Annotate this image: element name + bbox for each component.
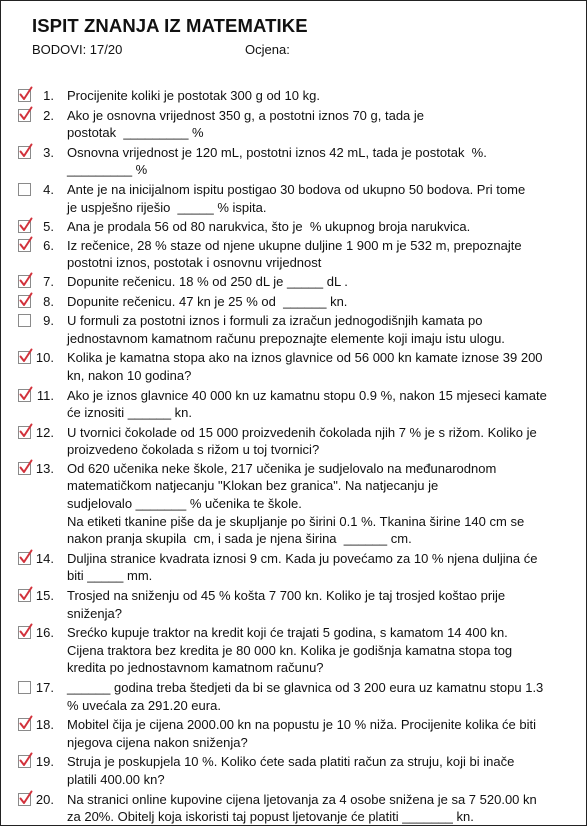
question-item <box>1 312 587 347</box>
question-checkbox[interactable] <box>18 426 31 439</box>
question-number: 20. <box>35 791 54 807</box>
question-number: 4. <box>43 181 54 197</box>
question-line: za 20%. Obitelj koja iskoristi taj popust ljetovanje će platiti _______ kn. <box>67 809 474 825</box>
question-checkbox[interactable] <box>18 109 31 122</box>
question-checkbox[interactable] <box>18 793 31 806</box>
question-line: postotni iznos, postotak i osnovnu vrijednost <box>67 255 322 271</box>
question-number: 1. <box>43 88 54 103</box>
question-number: 9. <box>43 313 54 329</box>
checkmark-icon <box>18 715 33 731</box>
question-line: jednostavnom kamatnom računu prepoznajte elemente koji imaju istu ulogu. <box>67 330 505 346</box>
question-checkbox[interactable] <box>18 389 31 402</box>
question-item <box>1 144 587 179</box>
question-line: Na etiketi tkanine piše da je skupljanje po širini 0.1 %. Tkanina širine 140 cm se <box>67 513 525 529</box>
question-item <box>1 753 587 788</box>
question-line: U formuli za postotni iznos i formuli za izračun jednogodišnjih kamata po <box>67 313 483 329</box>
question-item <box>1 107 587 142</box>
question-item <box>1 587 587 622</box>
question-text <box>67 587 561 622</box>
question-line: Dopunite rečenicu. 18 % od 250 dL je _____ dL . <box>67 273 348 289</box>
question-line: % uvećala za 291.20 eura. <box>67 697 221 713</box>
question-item <box>1 624 587 677</box>
question-checkbox[interactable] <box>18 681 31 694</box>
checkmark-icon <box>18 217 33 233</box>
question-checkbox[interactable] <box>18 146 31 159</box>
question-number: 5. <box>43 219 54 235</box>
question-line: Na stranici online kupovine cijena ljetovanja za 4 osobe snižena je sa 7 520.00 kn <box>67 791 537 807</box>
question-checkbox[interactable] <box>18 239 31 252</box>
question-number: 12. <box>35 424 54 440</box>
question-text <box>67 550 561 585</box>
checkmark-icon <box>18 143 33 159</box>
checkmark-icon <box>18 549 33 565</box>
question-line: U tvornici čokolade od 15 000 proizvedenih čokolada njih 7 % je s rižom. Koliko je <box>67 424 537 440</box>
question-checkbox[interactable] <box>18 220 31 233</box>
question-item <box>1 679 587 714</box>
question-number: 19. <box>35 754 54 770</box>
question-text <box>67 237 561 272</box>
question-text <box>67 312 561 347</box>
question-item <box>1 460 587 548</box>
question-line: ______ godina treba štedjeti da bi se glavnica od 3 200 eura uz kamatnu stopu 1.3 <box>67 680 544 695</box>
question-number: 6. <box>43 237 54 253</box>
question-text <box>67 87 561 105</box>
question-item <box>1 387 587 422</box>
question-item <box>1 349 587 384</box>
question-line: Ako je iznos glavnice 40 000 kn uz kamatnu stopu 0.9 %, nakon 15 mjeseci kamate <box>67 387 547 403</box>
question-line: Ako je osnovna vrijednost 350 g, a postotni iznos 70 g, tada je <box>67 107 425 123</box>
question-text <box>67 181 561 216</box>
question-text <box>67 387 561 422</box>
question-line: njegova cijena nakon sniženja? <box>67 734 248 750</box>
question-checkbox[interactable] <box>18 462 31 475</box>
question-number: 18. <box>35 717 54 733</box>
question-number: 11. <box>36 387 54 403</box>
question-line: Srećko kupuje traktor na kredit koji će trajati 5 godina, s kamatom 14 400 kn. <box>67 625 508 641</box>
checkmark-icon <box>18 106 33 122</box>
question-checkbox[interactable] <box>18 718 31 731</box>
question-line: Trosjed na sniženju od 45 % košta 7 700 kn. Koliko je taj trosjed koštao prije <box>67 588 506 604</box>
question-line: Ana je prodala 56 od 80 narukvica, što je % ukupnog broja narukvica. <box>67 219 471 235</box>
question-number: 10. <box>35 350 54 366</box>
question-checkbox[interactable] <box>18 314 31 327</box>
question-text <box>67 273 561 291</box>
question-line: platili 400.00 kn? <box>67 771 165 787</box>
checkmark-icon <box>18 586 33 602</box>
checkmark-icon <box>18 459 33 475</box>
question-number: 3. <box>43 144 54 160</box>
question-text <box>67 218 561 236</box>
question-line: Mobitel čija je cijena 2000.00 kn na popustu je 10 % niža. Procijenite kolika će biti <box>67 717 536 733</box>
question-line: kredita po jednostavnom kamatnom računu? <box>67 660 324 676</box>
question-line: nakon pranja skupila cm, i sada je njena širina ______ cm. <box>67 531 412 547</box>
question-item <box>1 87 587 105</box>
question-text <box>67 349 561 384</box>
checkmark-icon <box>18 348 33 364</box>
question-line: će iznositi ______ kn. <box>67 405 193 421</box>
question-number: 2. <box>43 107 54 123</box>
question-number: 14. <box>35 550 54 566</box>
question-item <box>1 791 587 826</box>
question-checkbox[interactable] <box>18 295 31 308</box>
checkmark-icon <box>18 86 33 102</box>
question-line: sniženja? <box>67 605 122 621</box>
question-text <box>67 679 561 714</box>
question-number: 13. <box>35 460 54 476</box>
question-line: Dopunite rečenicu. 47 kn je 25 % od ______ kn. <box>67 293 348 309</box>
question-text <box>67 107 561 142</box>
question-number: 17. <box>35 680 54 695</box>
question-item <box>1 293 587 311</box>
question-text <box>67 753 561 788</box>
question-text <box>67 716 561 751</box>
question-item <box>1 273 587 291</box>
checkmark-icon <box>18 236 33 252</box>
question-checkbox[interactable] <box>18 89 31 102</box>
checkmark-icon <box>18 623 33 639</box>
question-line: Cijena traktora bez kredita je 80 000 kn. Kolika je godišnja kamatna stopa tog <box>67 642 513 658</box>
question-checkbox[interactable] <box>18 351 31 364</box>
question-line: Struja je poskupjela 10 %. Koliko ćete sada platiti račun za struju, koji bi inače <box>67 754 515 770</box>
question-line: matematičkom natjecanju "Klokan bez granica". Na natjecanju je <box>67 478 439 494</box>
question-checkbox[interactable] <box>18 626 31 639</box>
question-text <box>67 791 561 826</box>
question-checkbox[interactable] <box>18 755 31 768</box>
question-line: Osnovna vrijednost je 120 mL, postotni iznos 42 mL, tada je postotak %. <box>67 144 487 160</box>
question-line: postotak _________ % <box>67 125 204 141</box>
question-number: 16. <box>35 625 54 641</box>
question-checkbox[interactable] <box>18 275 31 288</box>
question-line: Procijenite koliki je postotak 300 g od 10 kg. <box>67 88 320 103</box>
question-number: 7. <box>43 273 54 289</box>
question-line: Iz rečenice, 28 % staze od njene ukupne duljine 1 900 m je 532 m, prepoznajte <box>67 237 522 253</box>
question-line: Duljina stranice kvadrata iznosi 9 cm. Kada ju povećamo za 10 % njena duljina će <box>67 550 538 566</box>
question-item <box>1 181 587 216</box>
question-list <box>1 87 587 826</box>
question-checkbox[interactable] <box>18 183 31 196</box>
checkmark-icon <box>18 272 33 288</box>
question-text <box>67 293 561 311</box>
question-line: Kolika je kamatna stopa ako na iznos glavnice od 56 000 kn kamate iznose 39 200 <box>67 350 543 366</box>
question-text <box>67 424 561 459</box>
question-text <box>67 144 561 179</box>
question-line: Ante je na inicijalnom ispitu postigao 30 bodova od ukupno 50 bodova. Pri tome <box>67 181 526 197</box>
question-number: 15. <box>35 588 54 604</box>
checkmark-icon <box>18 752 33 768</box>
question-item <box>1 218 587 236</box>
checkmark-icon <box>18 790 33 806</box>
question-item <box>1 550 587 585</box>
question-line: Od 620 učenika neke škole, 217 učenika je sudjelovalo na međunarodnom <box>67 460 497 476</box>
checkmark-icon <box>18 292 33 308</box>
grade-label: Ocjena: <box>245 42 290 57</box>
question-line: je uspješno riješio _____ % ispita. <box>67 199 267 215</box>
question-text <box>67 624 561 677</box>
question-text <box>67 460 561 548</box>
exam-title: ISPIT ZNANJA IZ MATEMATIKE <box>32 15 308 36</box>
score-label: BODOVI: 17/20 <box>32 42 123 57</box>
question-item <box>1 237 587 272</box>
question-line: sudjelovalo _______ % učenika te škole. <box>67 496 302 512</box>
question-item <box>1 424 587 459</box>
question-line: _________ % <box>67 162 148 178</box>
checkmark-icon <box>18 386 33 402</box>
question-line: kn, nakon 10 godina? <box>67 367 192 383</box>
question-checkbox[interactable] <box>18 552 31 565</box>
checkmark-icon <box>18 423 33 439</box>
question-line: proizvedeno čokolada s rižom u toj tvornici? <box>67 442 320 458</box>
question-number: 8. <box>43 293 54 309</box>
question-item <box>1 716 587 751</box>
question-line: biti _____ mm. <box>67 568 153 584</box>
question-checkbox[interactable] <box>18 589 31 602</box>
